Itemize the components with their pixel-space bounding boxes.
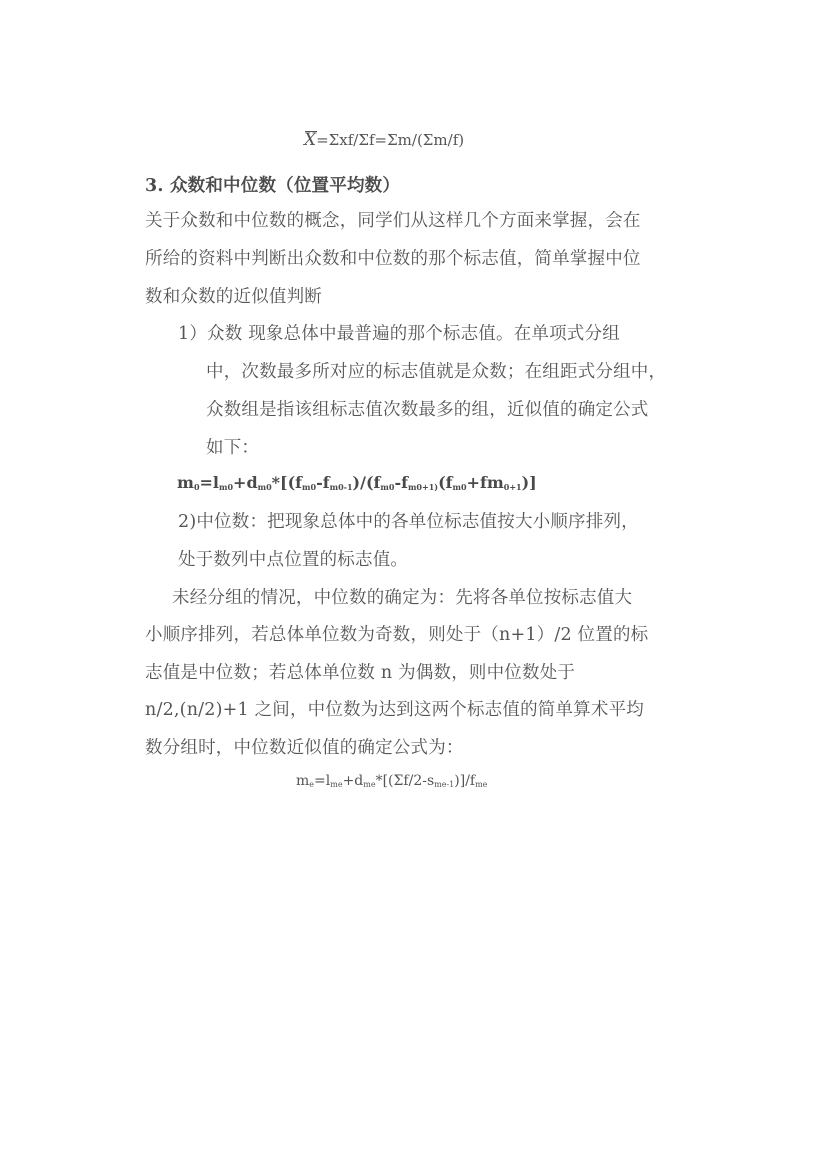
mean-formula — [304, 130, 464, 150]
median-formula-sub: me — [363, 780, 376, 789]
section-heading: 3. 众数和中位数（位置平均数） — [145, 176, 401, 196]
mean-formula-rhs: =Σxf/Σf=Σm/(Σm/f) — [316, 131, 465, 149]
median-formula — [296, 773, 487, 789]
mode-line-2: 中，次数最多所对应的标志值就是众数；在组距式分组中， — [206, 362, 667, 382]
mode-line-4: 如下： — [206, 438, 260, 458]
ungrouped-line-4: n/2,(n/2)+1 之间，中位数为达到这两个标志值的简单算术平均 — [145, 700, 644, 720]
ungrouped-line-3: 志值是中位数；若总体单位数 n 为偶数，则中位数处于 — [145, 663, 576, 683]
mode-formula-part: +d — [233, 473, 258, 492]
mode-formula-part: -f — [394, 473, 408, 492]
median-formula-part: +d — [342, 773, 364, 789]
mode-formula-sub: m0 — [380, 482, 395, 492]
mode-formula-sub: 0 — [193, 482, 200, 492]
mode-formula-part: *[(f — [271, 473, 303, 492]
mode-formula-sub: m0 — [257, 482, 272, 492]
median-formula-part: *[(Σf/2-s — [375, 773, 435, 789]
mode-formula-part: +fm — [466, 473, 504, 492]
median-formula-sub: me-1 — [434, 780, 455, 789]
ungrouped-line-1: 未经分组的情况，中位数的确定为：先将各单位按标志值大 — [172, 588, 633, 608]
median-formula-part: m — [296, 773, 310, 789]
mode-formula-sub: 0+1 — [503, 482, 522, 492]
mode-formula-sub: m0 — [452, 482, 467, 492]
mode-formula-part: =l — [199, 473, 219, 492]
intro-line-2: 所给的资料中判断出众数和中位数的那个标志值，简单掌握中位 — [145, 249, 641, 269]
mode-formula-part: -f — [316, 473, 330, 492]
mode-formula-part: m — [177, 473, 194, 492]
ungrouped-line-2: 小顺序排列，若总体单位数为奇数，则处于（n+1）/2 位置的标 — [145, 625, 649, 645]
mode-formula-sub: m0+1) — [407, 482, 439, 492]
intro-line-1: 关于众数和中位数的概念，同学们从这样几个方面来掌握，会在 — [145, 211, 641, 231]
mean-formula-lhs: X — [304, 130, 317, 150]
mode-formula-part: (f — [438, 473, 453, 492]
mode-line-3: 众数组是指该组标志值次数最多的组，近似值的确定公式 — [206, 400, 649, 420]
median-formula-sub: me — [330, 780, 343, 789]
mode-formula-sub: m0-1 — [329, 482, 353, 492]
median-line-2: 处于数列中点位置的标志值。 — [178, 550, 409, 570]
mode-line-1: 1）众数 现象总体中最普遍的那个标志值。在单项式分组 — [178, 324, 620, 344]
mode-formula — [177, 473, 537, 492]
intro-line-3: 数和众数的近似值判断 — [145, 287, 322, 307]
ungrouped-line-5: 数分组时，中位数近似值的确定公式为： — [145, 738, 464, 758]
median-formula-sub: me — [475, 780, 488, 789]
mode-formula-part: )/(f — [352, 473, 381, 492]
mode-formula-sub: m0 — [302, 482, 317, 492]
median-line-1: 2)中位数：把现象总体中的各单位标志值按大小顺序排列， — [178, 512, 639, 532]
median-formula-part: )]/f — [454, 773, 476, 789]
mode-formula-sub: m0 — [219, 482, 234, 492]
mode-formula-part: )] — [521, 473, 537, 492]
median-formula-sub: e — [309, 780, 315, 789]
median-formula-part: =l — [314, 773, 331, 789]
